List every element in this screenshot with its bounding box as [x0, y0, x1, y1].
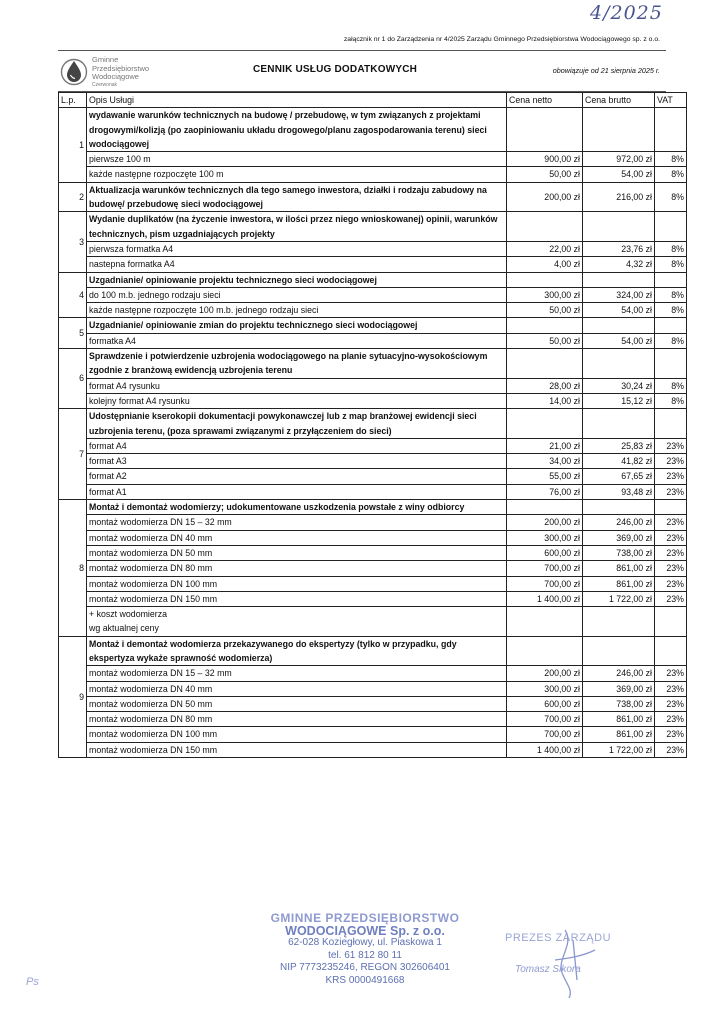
service-group-description: Montaż i demontaż wodomierza przekazywanego do ekspertyzy (tylko w przypadku, gdy ekspertyza wykaże sprawność wodomierza)	[87, 636, 507, 666]
service-item-description: montaż wodomierza DN 40 mm	[87, 681, 507, 696]
vat-rate	[655, 500, 687, 515]
net-price: 55,00 zł	[507, 469, 583, 484]
gross-price: 861,00 zł	[583, 576, 655, 591]
service-group-description: Montaż i demontaż wodomierzy; udokumentowane uszkodzenia powstałe z winy odbiorcy	[87, 500, 507, 515]
table-row	[59, 333, 687, 348]
table-row	[59, 257, 687, 272]
vat-rate: 23%	[655, 681, 687, 696]
stamp-line: tel. 61 812 80 11	[328, 949, 402, 961]
net-price	[507, 636, 583, 666]
service-group-description: Wydanie duplikatów (na życzenie inwestora, w ilości przez niego wnioskowanej) opinii, warunków technicznych, pism uzgadniających projekty	[87, 212, 507, 242]
gross-price: 324,00 zł	[583, 287, 655, 302]
service-group-description: Aktualizacja warunków technicznych dla tego samego inwestora, działki i rodzaju zabudowy na budowę/ przebudowę sieci wodociągowej	[87, 182, 507, 212]
net-price: 600,00 zł	[507, 545, 583, 560]
table-row	[59, 318, 687, 333]
vat-rate	[655, 318, 687, 333]
table-row	[59, 681, 687, 696]
service-item-description: + koszt wodomierza wg aktualnej ceny	[87, 607, 507, 637]
service-item-description: format A3	[87, 454, 507, 469]
service-group-description: Uzgadnianie/ opiniowanie projektu technicznego sieci wodociągowej	[87, 272, 507, 287]
net-price: 300,00 zł	[507, 287, 583, 302]
net-price: 21,00 zł	[507, 438, 583, 453]
table-row	[59, 212, 687, 242]
vat-rate: 23%	[655, 666, 687, 681]
gross-price: 738,00 zł	[583, 696, 655, 711]
vat-rate: 8%	[655, 287, 687, 302]
net-price: 1 400,00 zł	[507, 742, 583, 757]
service-group-description: Sprawdzenie i potwierdzenie uzbrojenia wodociągowego na planie sytuacyjno-wysokościowym zgodnie z branżową ewidencją uzbrojenia terenu	[87, 349, 507, 379]
net-price: 76,00 zł	[507, 484, 583, 499]
gross-price: 54,00 zł	[583, 333, 655, 348]
table-row	[59, 287, 687, 302]
net-price: 900,00 zł	[507, 152, 583, 167]
net-price: 700,00 zł	[507, 712, 583, 727]
table-row	[59, 182, 687, 212]
service-item-description: do 100 m.b. jednego rodzaju sieci	[87, 287, 507, 302]
service-item-description: montaż wodomierza DN 150 mm	[87, 591, 507, 606]
gross-price: 30,24 zł	[583, 378, 655, 393]
net-price	[507, 318, 583, 333]
table-row	[59, 561, 687, 576]
table-row	[59, 378, 687, 393]
vat-rate: 8%	[655, 241, 687, 256]
net-price: 34,00 zł	[507, 454, 583, 469]
service-item-description: montaż wodomierza DN 100 mm	[87, 727, 507, 742]
gross-price: 93,48 zł	[583, 484, 655, 499]
table-row	[59, 712, 687, 727]
table-row	[59, 108, 687, 152]
gross-price: 54,00 zł	[583, 167, 655, 182]
valid-from: obowiązuje od 21 sierpnia 2025 r.	[552, 66, 660, 75]
service-item-description: montaż wodomierza DN 15 – 32 mm	[87, 666, 507, 681]
table-row	[59, 607, 687, 637]
vat-rate: 23%	[655, 530, 687, 545]
vat-rate: 23%	[655, 484, 687, 499]
vat-rate: 8%	[655, 257, 687, 272]
logo-line: Wodociągowe	[92, 72, 139, 82]
handwritten-initials: Ps	[26, 976, 39, 988]
net-price: 600,00 zł	[507, 696, 583, 711]
company-logo	[60, 54, 200, 90]
table-row	[59, 409, 687, 439]
row-number: 9	[59, 636, 87, 757]
vat-rate: 23%	[655, 454, 687, 469]
service-item-description: montaż wodomierza DN 50 mm	[87, 545, 507, 560]
vat-rate	[655, 607, 687, 637]
net-price: 700,00 zł	[507, 576, 583, 591]
header-lp: L.p.	[59, 93, 87, 108]
vat-rate: 23%	[655, 712, 687, 727]
table-row	[59, 727, 687, 742]
table-row	[59, 484, 687, 499]
net-price	[507, 349, 583, 379]
table-row	[59, 696, 687, 711]
table-row	[59, 591, 687, 606]
header-vat: VAT	[655, 93, 687, 108]
document-header	[58, 50, 666, 92]
net-price: 22,00 zł	[507, 241, 583, 256]
gross-price: 246,00 zł	[583, 515, 655, 530]
price-table	[58, 92, 687, 758]
service-item-description: format A2	[87, 469, 507, 484]
header-net-price: Cena netto	[507, 93, 583, 108]
vat-rate	[655, 272, 687, 287]
table-row	[59, 545, 687, 560]
row-number: 3	[59, 212, 87, 272]
header-description: Opis Usługi	[87, 93, 507, 108]
table-row	[59, 272, 687, 287]
service-item-description: montaż wodomierza DN 15 – 32 mm	[87, 515, 507, 530]
vat-rate: 8%	[655, 303, 687, 318]
stamp-line: GMINNE PRZEDSIĘBIORSTWO	[270, 911, 460, 925]
vat-rate: 8%	[655, 393, 687, 408]
vat-rate	[655, 349, 687, 379]
net-price	[507, 108, 583, 152]
gross-price: 369,00 zł	[583, 530, 655, 545]
vat-rate: 23%	[655, 727, 687, 742]
net-price: 700,00 zł	[507, 727, 583, 742]
signature-name: Tomasz Sikora	[515, 964, 581, 975]
table-row	[59, 636, 687, 666]
gross-price	[583, 349, 655, 379]
vat-rate: 23%	[655, 742, 687, 757]
row-number: 8	[59, 500, 87, 637]
gross-price: 738,00 zł	[583, 545, 655, 560]
table-row	[59, 349, 687, 379]
handwritten-number: 4/2025	[590, 2, 663, 24]
net-price: 200,00 zł	[507, 666, 583, 681]
service-item-description: pierwsze 100 m	[87, 152, 507, 167]
service-item-description: montaż wodomierza DN 100 mm	[87, 576, 507, 591]
vat-rate: 8%	[655, 182, 687, 212]
service-item-description: montaż wodomierza DN 80 mm	[87, 712, 507, 727]
net-price: 50,00 zł	[507, 333, 583, 348]
vat-rate: 23%	[655, 438, 687, 453]
row-number: 4	[59, 272, 87, 318]
table-row	[59, 393, 687, 408]
signature-scribble	[535, 920, 605, 1000]
logo-text	[92, 56, 149, 88]
service-item-description: montaż wodomierza DN 40 mm	[87, 530, 507, 545]
header-gross-price: Cena brutto	[583, 93, 655, 108]
net-price	[507, 212, 583, 242]
attachment-line: załącznik nr 1 do Zarządzenia nr 4/2025 Zarządu Gminnego Przedsiębiorstwa Wodociągowego sp. z o.o.	[343, 36, 660, 43]
row-number: 1	[59, 108, 87, 182]
gross-price	[583, 108, 655, 152]
gross-price	[583, 318, 655, 333]
net-price: 700,00 zł	[507, 561, 583, 576]
net-price: 300,00 zł	[507, 681, 583, 696]
table-row	[59, 303, 687, 318]
table-row	[59, 469, 687, 484]
service-group-description: Udostępnianie kserokopii dokumentacji powykonawczej lub z map branżowej ewidencji sieci uzbrojenia terenu, (poza sprawami związanymi z przyłączeniem do sieci)	[87, 409, 507, 439]
table-row	[59, 241, 687, 256]
service-item-description: nastepna formatka A4	[87, 257, 507, 272]
net-price: 50,00 zł	[507, 167, 583, 182]
vat-rate: 8%	[655, 378, 687, 393]
stamp-line: KRS 0000491668	[325, 974, 405, 986]
row-number: 5	[59, 318, 87, 349]
vat-rate: 8%	[655, 333, 687, 348]
table-header-row	[59, 93, 687, 108]
gross-price: 861,00 zł	[583, 727, 655, 742]
gross-price: 41,82 zł	[583, 454, 655, 469]
service-item-description: kolejny format A4 rysunku	[87, 393, 507, 408]
gross-price	[583, 409, 655, 439]
stamp-line: 62-028 Koziegłowy, ul. Piaskowa 1	[288, 937, 442, 948]
table-row	[59, 576, 687, 591]
gross-price	[583, 636, 655, 666]
service-group-description: Uzgadnianie/ opiniowanie zmian do projektu technicznego sieci wodociągowej	[87, 318, 507, 333]
gross-price	[583, 607, 655, 637]
service-group-description: wydawanie warunków technicznych na budowę / przebudowę, w tym związanych z projektami drogowymi/kolizją (po zaopiniowaniu układu drogowego/planu zagospodarowania terenu) sieci wodociągowej	[87, 108, 507, 152]
net-price: 4,00 zł	[507, 257, 583, 272]
gross-price: 67,65 zł	[583, 469, 655, 484]
gross-price: 246,00 zł	[583, 666, 655, 681]
service-item-description: format A4	[87, 438, 507, 453]
net-price: 50,00 zł	[507, 303, 583, 318]
gross-price: 54,00 zł	[583, 303, 655, 318]
gross-price: 216,00 zł	[583, 182, 655, 212]
gross-price: 1 722,00 zł	[583, 742, 655, 757]
service-item-description: każde następne rozpoczęte 100 m.b. jednego rodzaju sieci	[87, 303, 507, 318]
vat-rate: 23%	[655, 545, 687, 560]
vat-rate	[655, 636, 687, 666]
table-row	[59, 530, 687, 545]
service-item-description: montaż wodomierza DN 150 mm	[87, 742, 507, 757]
row-number: 7	[59, 409, 87, 500]
company-stamp	[250, 912, 480, 987]
service-item-description: format A4 rysunku	[87, 378, 507, 393]
gross-price	[583, 212, 655, 242]
gross-price: 4,32 zł	[583, 257, 655, 272]
gross-price	[583, 500, 655, 515]
table-row	[59, 438, 687, 453]
net-price: 1 400,00 zł	[507, 591, 583, 606]
vat-rate: 8%	[655, 167, 687, 182]
vat-rate: 23%	[655, 561, 687, 576]
price-table-body	[59, 108, 687, 758]
service-item-description: pierwsza formatka A4	[87, 241, 507, 256]
net-price: 14,00 zł	[507, 393, 583, 408]
vat-rate: 23%	[655, 515, 687, 530]
vat-rate	[655, 212, 687, 242]
service-item-description: montaż wodomierza DN 50 mm	[87, 696, 507, 711]
vat-rate: 8%	[655, 152, 687, 167]
vat-rate	[655, 108, 687, 152]
net-price: 200,00 zł	[507, 182, 583, 212]
table-row	[59, 167, 687, 182]
table-row	[59, 152, 687, 167]
net-price	[507, 500, 583, 515]
table-row	[59, 666, 687, 681]
net-price	[507, 607, 583, 637]
row-number: 2	[59, 182, 87, 212]
gross-price: 15,12 zł	[583, 393, 655, 408]
vat-rate: 23%	[655, 469, 687, 484]
vat-rate: 23%	[655, 591, 687, 606]
row-number: 6	[59, 349, 87, 409]
net-price	[507, 409, 583, 439]
service-item-description: każde następne rozpoczęte 100 m	[87, 167, 507, 182]
table-row	[59, 742, 687, 757]
stamp-line: WODOCIĄGOWE Sp. z o.o.	[285, 923, 445, 938]
service-item-description: formatka A4	[87, 333, 507, 348]
gross-price: 369,00 zł	[583, 681, 655, 696]
gross-price: 972,00 zł	[583, 152, 655, 167]
logo-line: Gminne	[92, 55, 119, 64]
logo-line: Czerwonak	[92, 81, 118, 88]
stamp-line: NIP 7773235246, REGON 302606401	[280, 962, 450, 973]
vat-rate: 23%	[655, 576, 687, 591]
gross-price: 861,00 zł	[583, 561, 655, 576]
net-price: 28,00 zł	[507, 378, 583, 393]
net-price	[507, 272, 583, 287]
table-row	[59, 454, 687, 469]
gross-price: 23,76 zł	[583, 241, 655, 256]
table-row	[59, 500, 687, 515]
table-row	[59, 515, 687, 530]
gross-price	[583, 272, 655, 287]
vat-rate: 23%	[655, 696, 687, 711]
gross-price: 861,00 zł	[583, 712, 655, 727]
gross-price: 1 722,00 zł	[583, 591, 655, 606]
water-drop-icon	[60, 56, 88, 86]
document-title: CENNIK USŁUG DODATKOWYCH	[253, 64, 418, 75]
signature-title: PREZES ZARZĄDU	[505, 932, 612, 944]
net-price: 300,00 zł	[507, 530, 583, 545]
gross-price: 25,83 zł	[583, 438, 655, 453]
logo-line: Przedsiębiorstwo	[92, 63, 150, 73]
vat-rate	[655, 409, 687, 439]
service-item-description: montaż wodomierza DN 80 mm	[87, 561, 507, 576]
service-item-description: format A1	[87, 484, 507, 499]
net-price: 200,00 zł	[507, 515, 583, 530]
